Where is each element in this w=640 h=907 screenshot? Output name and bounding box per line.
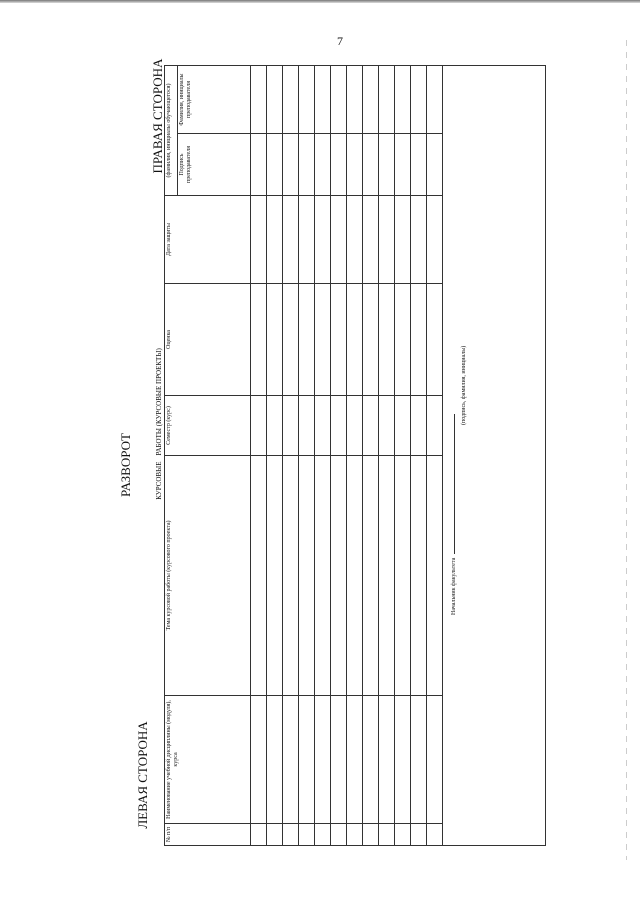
dean-signature-line bbox=[451, 414, 458, 615]
table-row bbox=[299, 65, 315, 845]
table-row bbox=[283, 65, 299, 845]
table-row bbox=[411, 65, 427, 845]
col-header-discipline: Наименование учебной дисциплины (модуля), курса bbox=[165, 696, 251, 824]
col-header-semester: Семестр (курс) bbox=[165, 396, 251, 456]
col-header-defense-date: Дата защиты bbox=[165, 196, 251, 284]
scan-fold-mark bbox=[626, 40, 627, 860]
table-row bbox=[251, 65, 267, 845]
table-footer bbox=[443, 65, 546, 845]
table-caption-left: КУРСОВЫЕ bbox=[155, 461, 163, 500]
group-header-student: (фамилия, инициалы обучающегося) bbox=[165, 65, 178, 195]
signature-underline bbox=[454, 414, 455, 554]
left-side-heading: ЛЕВАЯ СТОРОНА bbox=[135, 721, 150, 829]
dean-label: Начальник факультета bbox=[451, 557, 457, 615]
table-row bbox=[427, 65, 443, 845]
table-row bbox=[315, 65, 331, 845]
coursework-table bbox=[150, 65, 546, 846]
table-row bbox=[379, 65, 395, 845]
coursework-table-rotated bbox=[150, 66, 467, 846]
table-row bbox=[395, 65, 411, 845]
table-row bbox=[267, 65, 283, 845]
table-row bbox=[347, 65, 363, 845]
table-row bbox=[363, 65, 379, 845]
table-body bbox=[251, 65, 546, 845]
table-caption-right: РАБОТЫ (КУРСОВЫЕ ПРОЕКТЫ) bbox=[155, 348, 163, 456]
col-header-topic: Тема курсовой работы (курсового проекта) bbox=[165, 456, 251, 696]
table-row bbox=[331, 65, 347, 845]
col-header-num: № п/п bbox=[165, 824, 251, 846]
col-header-grade: Оценка bbox=[165, 284, 251, 396]
table-footer-row bbox=[443, 65, 546, 845]
spread-title: РАЗВОРОТ bbox=[118, 433, 133, 497]
signature-hint: (подпись, фамилия, инициалы) bbox=[461, 345, 467, 425]
page-number: 7 bbox=[337, 34, 343, 48]
scan-edge bbox=[0, 0, 640, 3]
col-header-signature: Подпись преподавателя bbox=[178, 134, 251, 196]
col-header-teacher-name: Фамилия, инициалы преподавателя bbox=[178, 65, 251, 133]
coursework-table-block bbox=[150, 66, 467, 846]
right-side-heading: ПРАВАЯ СТОРОНА bbox=[150, 58, 165, 174]
